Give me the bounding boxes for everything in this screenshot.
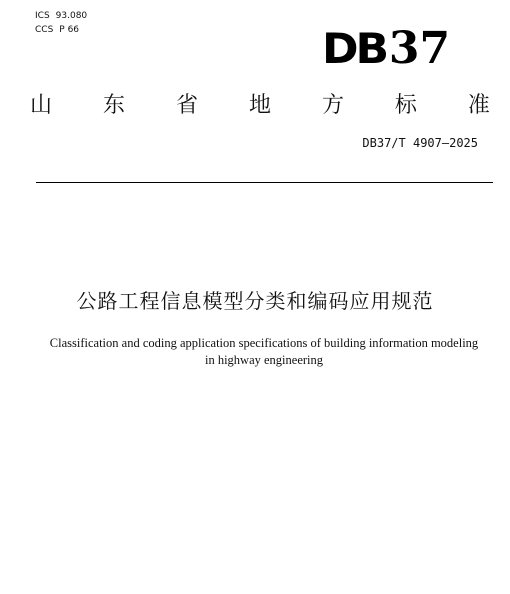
ics-row bbox=[35, 9, 87, 23]
ccs-label: CCS bbox=[35, 25, 54, 35]
ics-label: ICS bbox=[35, 11, 50, 21]
ccs-code: P 66 bbox=[59, 25, 80, 35]
logo-letters: DB bbox=[322, 23, 386, 73]
standard-type-char: 地 bbox=[248, 93, 271, 118]
standard-type-char: 山 bbox=[30, 93, 53, 118]
standard-type-char: 标 bbox=[394, 93, 417, 118]
classification-codes bbox=[35, 9, 87, 37]
header-divider bbox=[36, 182, 493, 183]
db37-logo bbox=[322, 24, 450, 72]
logo-number: 37 bbox=[388, 22, 451, 74]
ics-code: 93.080 bbox=[55, 11, 88, 21]
standard-type-char: 准 bbox=[467, 93, 490, 118]
title-english-line-2: in highway engineering bbox=[204, 353, 324, 367]
standard-type-char: 东 bbox=[102, 93, 125, 118]
title-english-line-1: Classification and coding application specifications of building information modeling bbox=[49, 336, 479, 350]
standard-type-char: 省 bbox=[175, 93, 198, 118]
standard-type-heading bbox=[30, 88, 490, 119]
standard-type-char: 方 bbox=[321, 93, 344, 118]
ccs-row bbox=[35, 23, 87, 37]
standard-number: DB37/T 4907—2025 bbox=[362, 136, 478, 150]
title-english bbox=[30, 335, 498, 369]
title-chinese: 公路工程信息模型分类和编码应用规范 bbox=[76, 289, 434, 313]
